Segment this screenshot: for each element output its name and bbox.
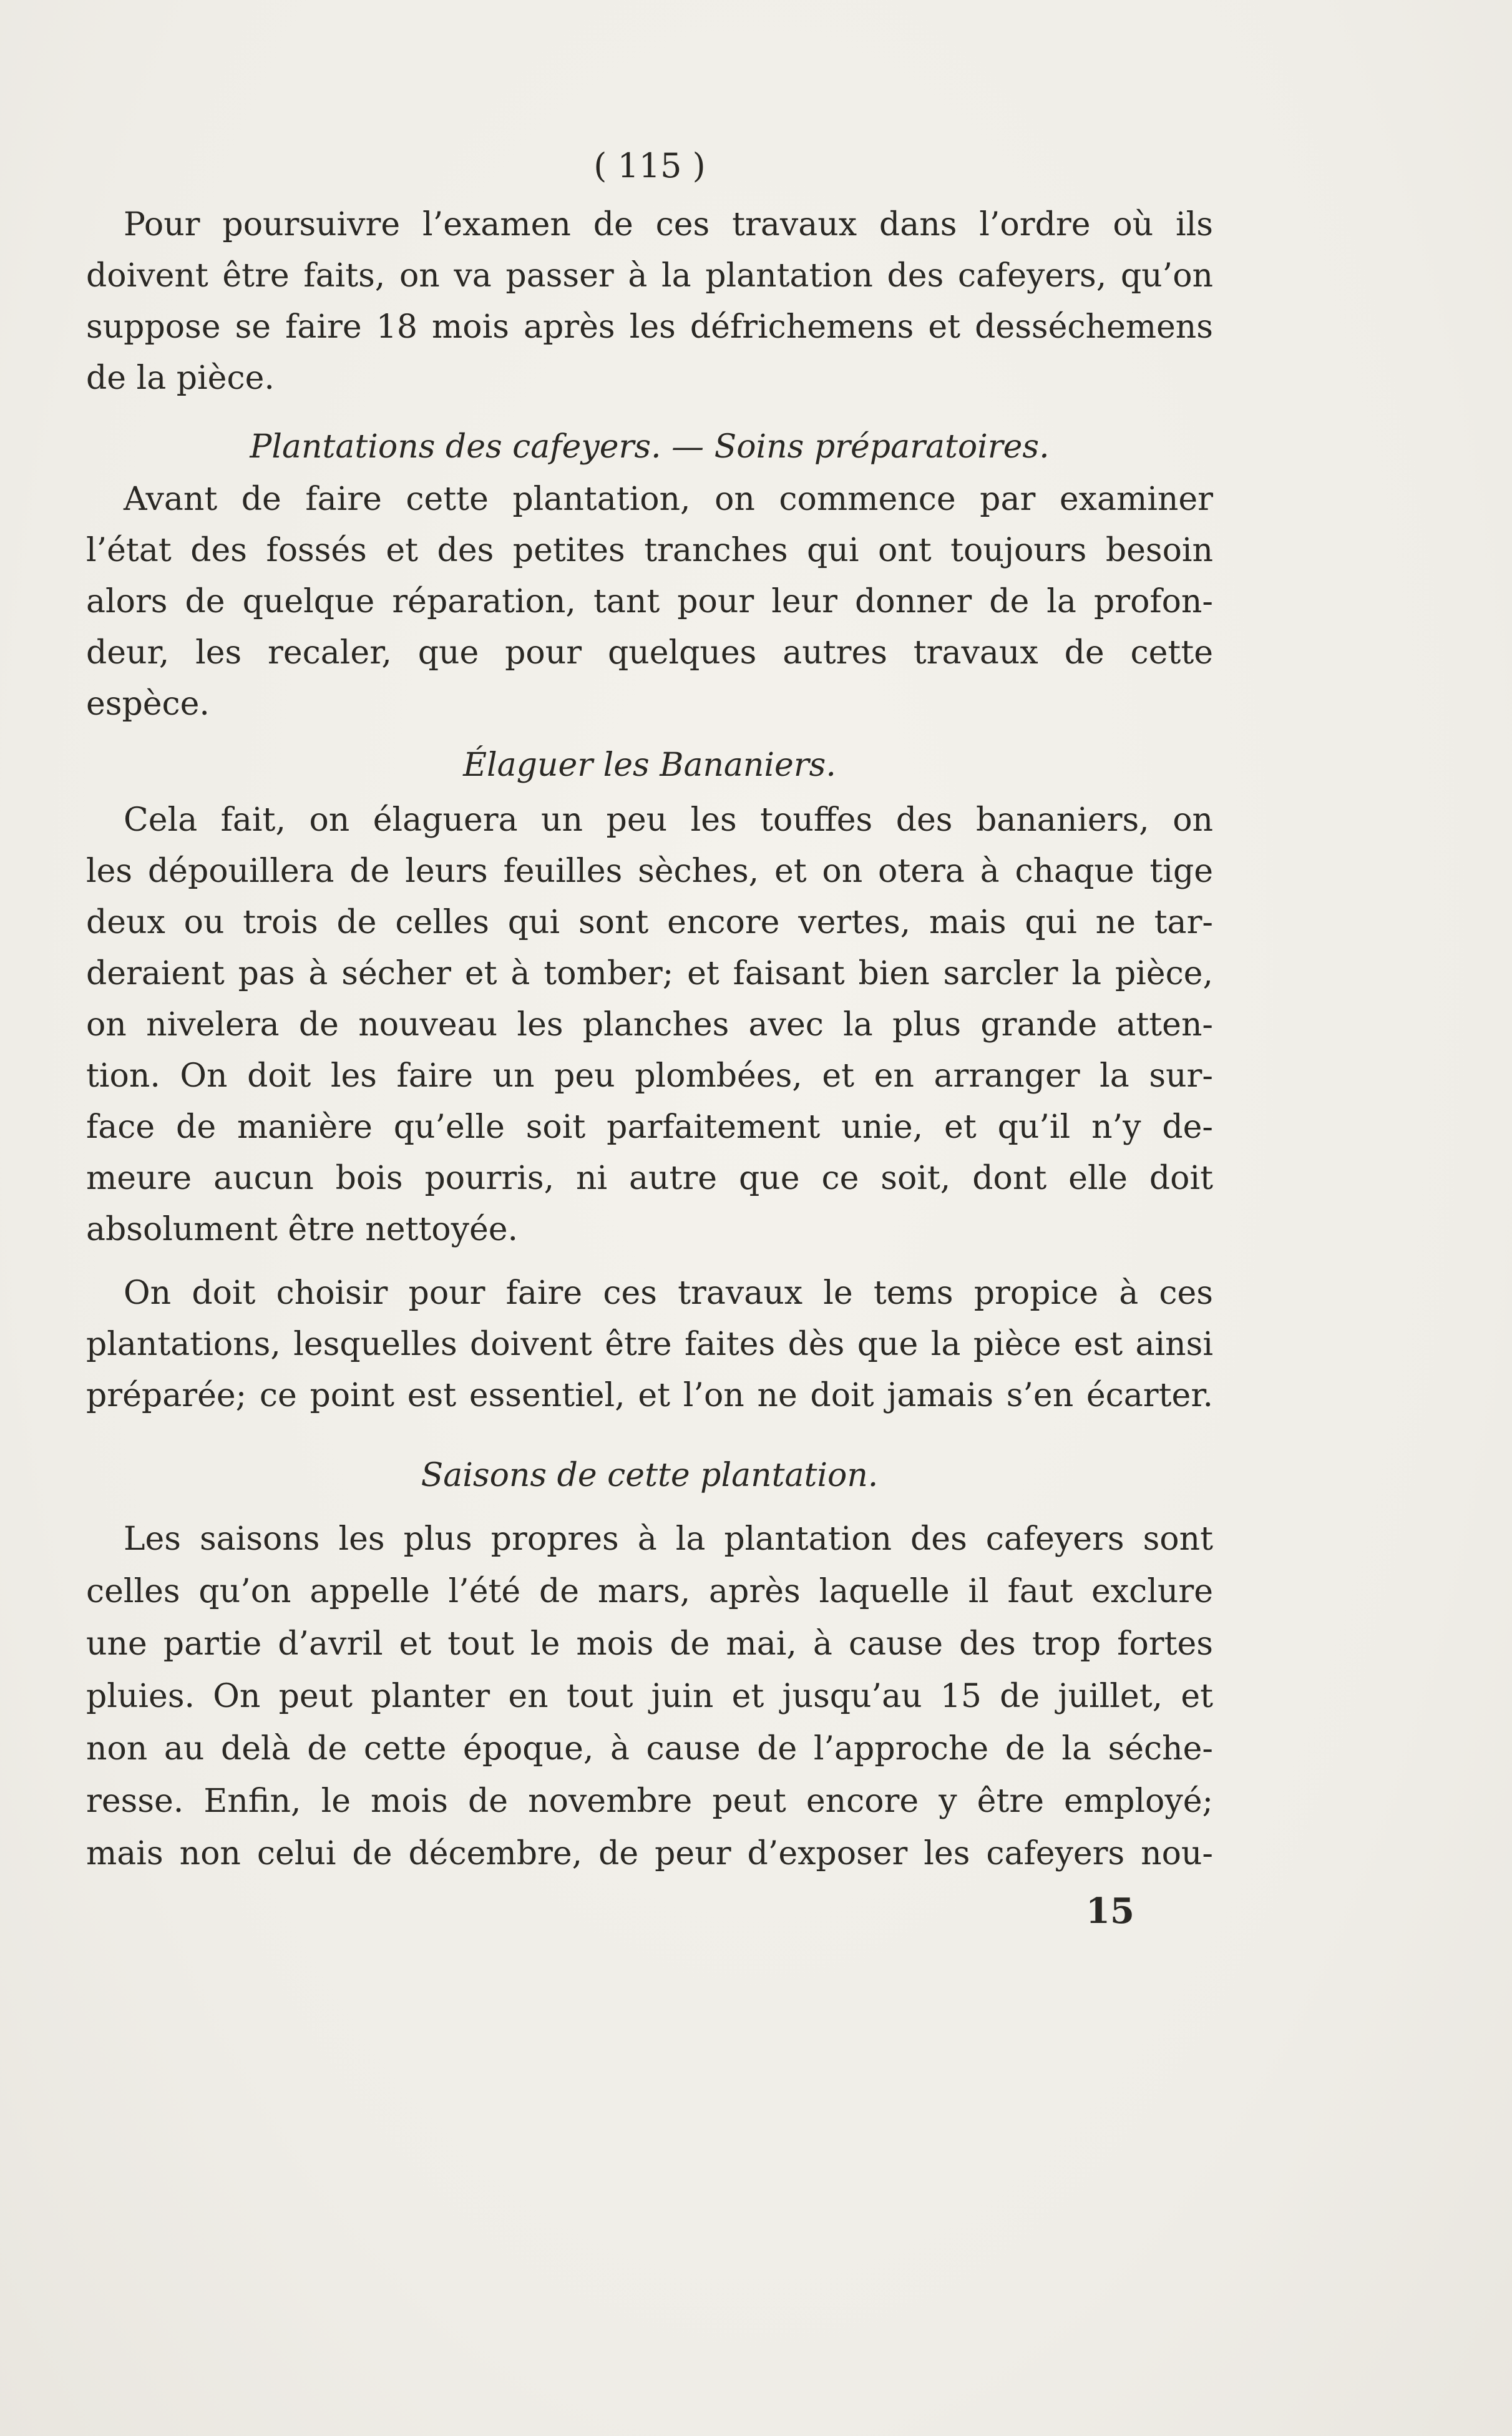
text-line: de la pièce.	[86, 360, 275, 397]
text-line: deur, les recaler, que pour quelques autres travaux de cette	[86, 634, 1213, 672]
signature-mark: 15	[1086, 1891, 1134, 1932]
section-heading: Élaguer les Bananiers.	[463, 746, 836, 784]
text-line: deraient pas à sécher et à tomber; et faisant bien sarcler la pièce,	[86, 955, 1213, 992]
text-line: On doit choisir pour faire ces travaux le tems propice à ces	[124, 1274, 1213, 1312]
section-heading: Saisons de cette plantation.	[421, 1457, 879, 1494]
text-line: Cela fait, on élaguera un peu les touffes des bananiers, on	[124, 801, 1213, 839]
text-line: face de manière qu’elle soit parfaitement unie, et qu’il n’y de-	[86, 1108, 1213, 1146]
page-number: ( 115 )	[593, 146, 706, 185]
text-line: suppose se faire 18 mois après les défrichemens et desséchemens	[86, 308, 1213, 346]
text-line: les dépouillera de leurs feuilles sèches, et on otera à chaque tige	[86, 853, 1213, 890]
text-line: on nivelera de nouveau les planches avec la plus grande atten-	[86, 1006, 1213, 1044]
text-line: meure aucun bois pourris, ni autre que ce soit, dont elle doit	[86, 1160, 1213, 1197]
text-line: mais non celui de décembre, de peur d’exposer les cafeyers nou-	[86, 1835, 1213, 1872]
text-line: Avant de faire cette plantation, on commence par examiner	[124, 481, 1213, 518]
text-line: préparée; ce point est essentiel, et l’on ne doit jamais s’en écarter.	[86, 1377, 1213, 1414]
text-line: non au delà de cette époque, à cause de l’approche de la séche-	[86, 1730, 1213, 1768]
text-line: doivent être faits, on va passer à la plantation des cafeyers, qu’on	[86, 257, 1213, 295]
text-line: deux ou trois de celles qui sont encore vertes, mais qui ne tar-	[86, 904, 1213, 941]
text-line: tion. On doit les faire un peu plombées, et en arranger la sur-	[86, 1057, 1213, 1095]
text-line: une partie d’avril et tout le mois de mai, à cause des trop fortes	[86, 1625, 1213, 1663]
text-line: alors de quelque réparation, tant pour leur donner de la profon-	[86, 583, 1213, 620]
text-line: l’état des fossés et des petites tranches qui ont toujours besoin	[86, 532, 1213, 569]
text-line: absolument être nettoyée.	[86, 1211, 519, 1248]
text-line: celles qu’on appelle l’été de mars, après laquelle il faut exclure	[86, 1573, 1213, 1610]
text-line: espèce.	[86, 685, 210, 723]
section-heading: Plantations des cafeyers. — Soins préparatoires.	[250, 428, 1050, 466]
text-line: plantations, lesquelles doivent être faites dès que la pièce est ainsi	[86, 1326, 1213, 1363]
text-line: pluies. On peut planter en tout juin et jusqu’au 15 de juillet, et	[86, 1678, 1213, 1715]
text-line: Les saisons les plus propres à la plantation des cafeyers sont	[124, 1520, 1213, 1558]
text-line: resse. Enfin, le mois de novembre peut encore y être employé;	[86, 1783, 1213, 1820]
text-line: Pour poursuivre l’examen de ces travaux dans l’ordre où ils	[124, 206, 1213, 243]
